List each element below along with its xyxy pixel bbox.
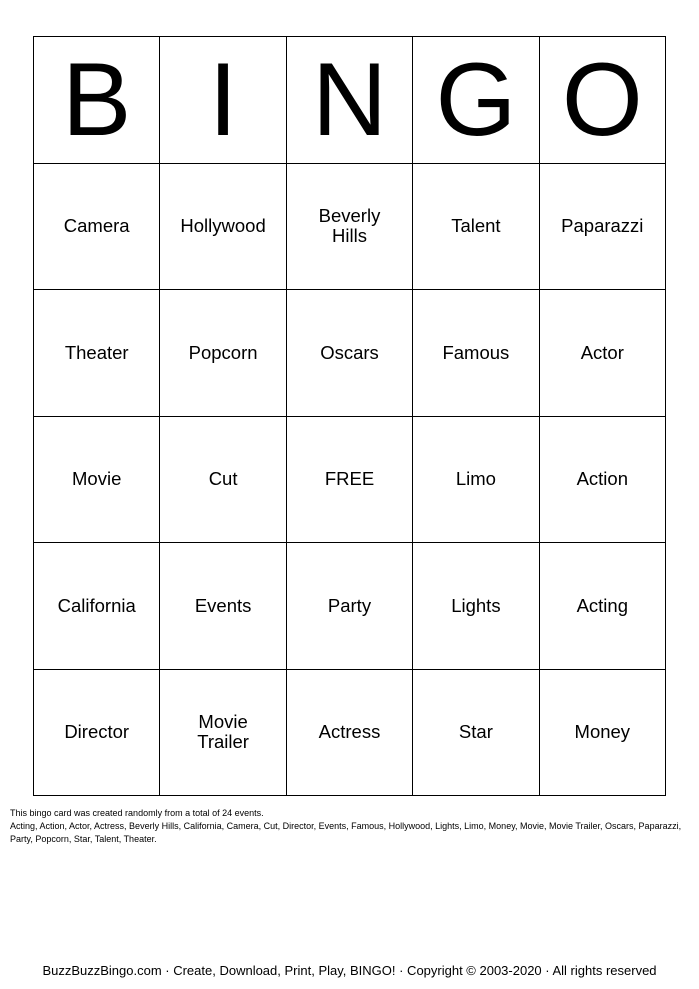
bingo-cell: Camera [34, 164, 160, 291]
bingo-cell: Talent [413, 164, 539, 291]
event-list: Acting, Action, Actor, Actress, Beverly Hills, California, Camera, Cut, Director, Events, Famous, Hollywood, Lights, Limo, Money, Movie, Movie Trailer, Oscars, Paparazzi, Party, Popcorn, Star, Talent, Theater. [10, 821, 682, 844]
bingo-cell: Star [413, 670, 539, 797]
bingo-cell: Action [540, 417, 666, 544]
bingo-cell: Popcorn [160, 290, 286, 417]
free-space-cell: FREE [287, 417, 413, 544]
bingo-cell: Beverly Hills [287, 164, 413, 291]
bingo-cell: Limo [413, 417, 539, 544]
bingo-cell: Cut [160, 417, 286, 544]
header-letter-g: G [413, 37, 539, 164]
header-letter-b: B [34, 37, 160, 164]
bingo-cell: Director [34, 670, 160, 797]
header-letter-o: O [540, 37, 666, 164]
bingo-cell: Money [540, 670, 666, 797]
header-letter-i: I [160, 37, 286, 164]
bingo-cell: Acting [540, 543, 666, 670]
header-letter-n: N [287, 37, 413, 164]
bingo-card [33, 36, 666, 796]
bingo-cell: Famous [413, 290, 539, 417]
bingo-cell: Oscars [287, 290, 413, 417]
site-footer: BuzzBuzzBingo.com · Create, Download, Print, Play, BINGO! · Copyright © 2003-2020 · All rights reserved [42, 963, 657, 978]
bingo-cell: Party [287, 543, 413, 670]
bingo-cell: Hollywood [160, 164, 286, 291]
generation-note: This bingo card was created randomly from a total of 24 events. [10, 808, 264, 818]
bingo-cell: Paparazzi [540, 164, 666, 291]
bingo-cell: Theater [34, 290, 160, 417]
bingo-cell: Lights [413, 543, 539, 670]
bingo-cell: Actress [287, 670, 413, 797]
bingo-cell: Events [160, 543, 286, 670]
bingo-cell: Actor [540, 290, 666, 417]
card-info [10, 807, 692, 846]
bingo-cell: Movie [34, 417, 160, 544]
bingo-cell: California [34, 543, 160, 670]
bingo-cell: Movie Trailer [160, 670, 286, 797]
